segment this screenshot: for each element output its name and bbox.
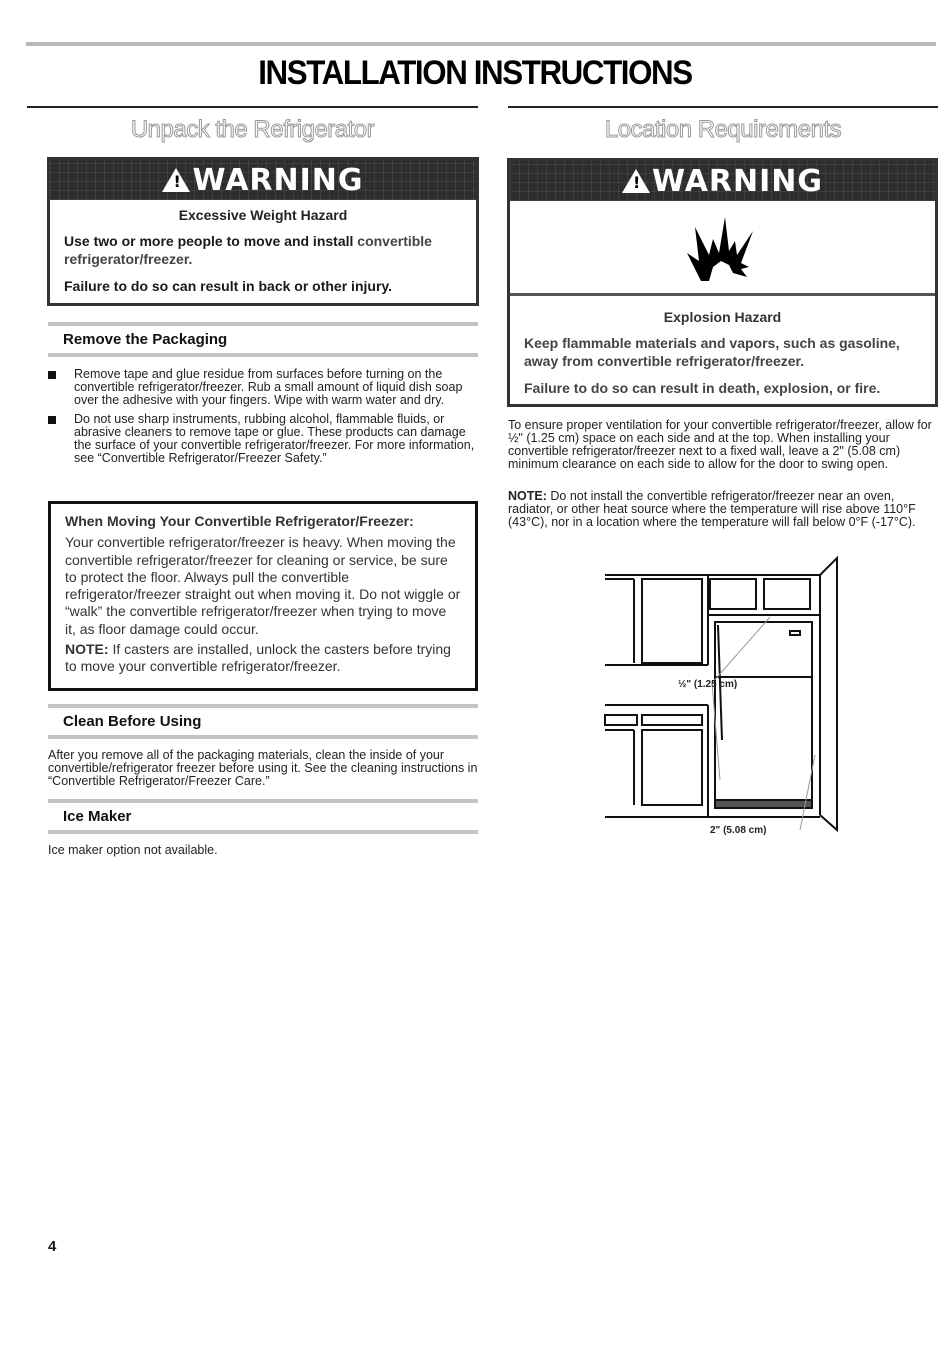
divider (48, 830, 478, 834)
warning-instruction: Use two or more people to move and install convertible refrigerator/freezer. (64, 233, 432, 267)
warning-consequence: Failure to do so can result in back or other injury. (64, 278, 393, 294)
left-column-rule (27, 106, 478, 108)
divider (48, 353, 478, 357)
ventilation-text: To ensure proper ventilation for your convertible refrigerator/freezer, allow for ½" (1.25 cm) space on each side and at the top. When installing your convertible refrigerator/freezer next to a fixed wall, leave a 2" (5.08 cm) minimum clearance on each side to allow for the door to swing open. (508, 418, 932, 471)
heading-remove-packaging: Remove the Packaging (63, 331, 228, 348)
section-title-unpack: Unpack the Refrigerator (130, 116, 375, 143)
warning-box-explosion (507, 158, 938, 407)
top-rule (26, 42, 936, 46)
clean-text: After you remove all of the packaging materials, clean the inside of your convertible/refrigerator freezer before using it. See the cleaning instructions in “Convertible Refrigerator/Freezer Care.” (48, 748, 478, 788)
page-title: INSTALLATION INSTRUCTIONS (258, 54, 692, 92)
list-item: Remove tape and glue residue from surfaces before turning on the convertible refrigerator/freezer. Rub a small amount of liquid dish soap over the adhesive with your fingers. Wipe with warm water and dry. (48, 368, 478, 407)
clearance-diagram (600, 555, 845, 845)
hazard-title: Explosion Hazard (663, 309, 782, 325)
bullet-icon (48, 371, 56, 379)
warning-header (510, 161, 935, 201)
moving-notice-text: Your convertible refrigerator/freezer is heavy. When moving the convertible refrigerator/freezer for cleaning or service, be sure to protect the floor. Always pull the convertible refrigerator/freezer straight out when moving it. Do not wiggle or “walk” the convertible refrigerator/freezer when trying to move it, as floor damage could occur. (65, 534, 461, 637)
heading-ice-maker: Ice Maker (63, 808, 132, 825)
moving-notice-box (48, 501, 478, 691)
list-item: Do not use sharp instruments, rubbing alcohol, flammable fluids, or abrasive cleaners to remove tape or glue. These products can damage the surface of your convertible refrigerator/freezer. For more information, see “Convertible Refrigerator/Freezer Safety.” (48, 413, 478, 465)
heading-clean-before-using: Clean Before Using (63, 713, 202, 730)
warning-label: WARNING (192, 162, 364, 198)
location-note: NOTE: Do not install the convertible refrigerator/freezer near an oven, radiator, or other heat source where the temperature will rise above 110°F (43°C), nor in a location where the temperature will fall below 0°F (-17°C). (508, 489, 916, 529)
divider (48, 799, 478, 803)
warning-triangle-icon: ! (622, 169, 650, 193)
page-number: 4 (48, 1238, 57, 1255)
warning-triangle-icon: ! (162, 168, 190, 192)
warning-instruction: Keep flammable materials and vapors, such as gasoline, away from convertible refrigerator/freezer. (524, 335, 900, 369)
warning-label: WARNING (651, 163, 824, 199)
side-clearance-label: ½" (1.25 cm) (678, 679, 738, 690)
explosion-icon (683, 211, 763, 283)
packaging-bullet-list (48, 368, 478, 471)
right-column-rule (508, 106, 938, 108)
explosion-symbol-panel (510, 201, 935, 296)
moving-notice-note: NOTE: If casters are installed, unlock the casters before trying to move your convertible refrigerator/freezer. (65, 641, 451, 675)
wall-clearance-label: 2" (5.08 cm) (710, 825, 767, 836)
divider (48, 735, 478, 739)
hazard-title: Excessive Weight Hazard (178, 207, 348, 223)
divider (48, 322, 478, 326)
ice-maker-text: Ice maker option not available. (48, 843, 218, 857)
moving-notice-heading: When Moving Your Convertible Refrigerator/Freezer: (65, 513, 414, 529)
warning-consequence: Failure to do so can result in death, explosion, or fire. (524, 380, 881, 396)
bullet-icon (48, 416, 56, 424)
divider (48, 704, 478, 708)
section-title-location: Location Requirements (604, 116, 842, 143)
warning-header (50, 160, 476, 200)
warning-box-weight (47, 157, 479, 306)
